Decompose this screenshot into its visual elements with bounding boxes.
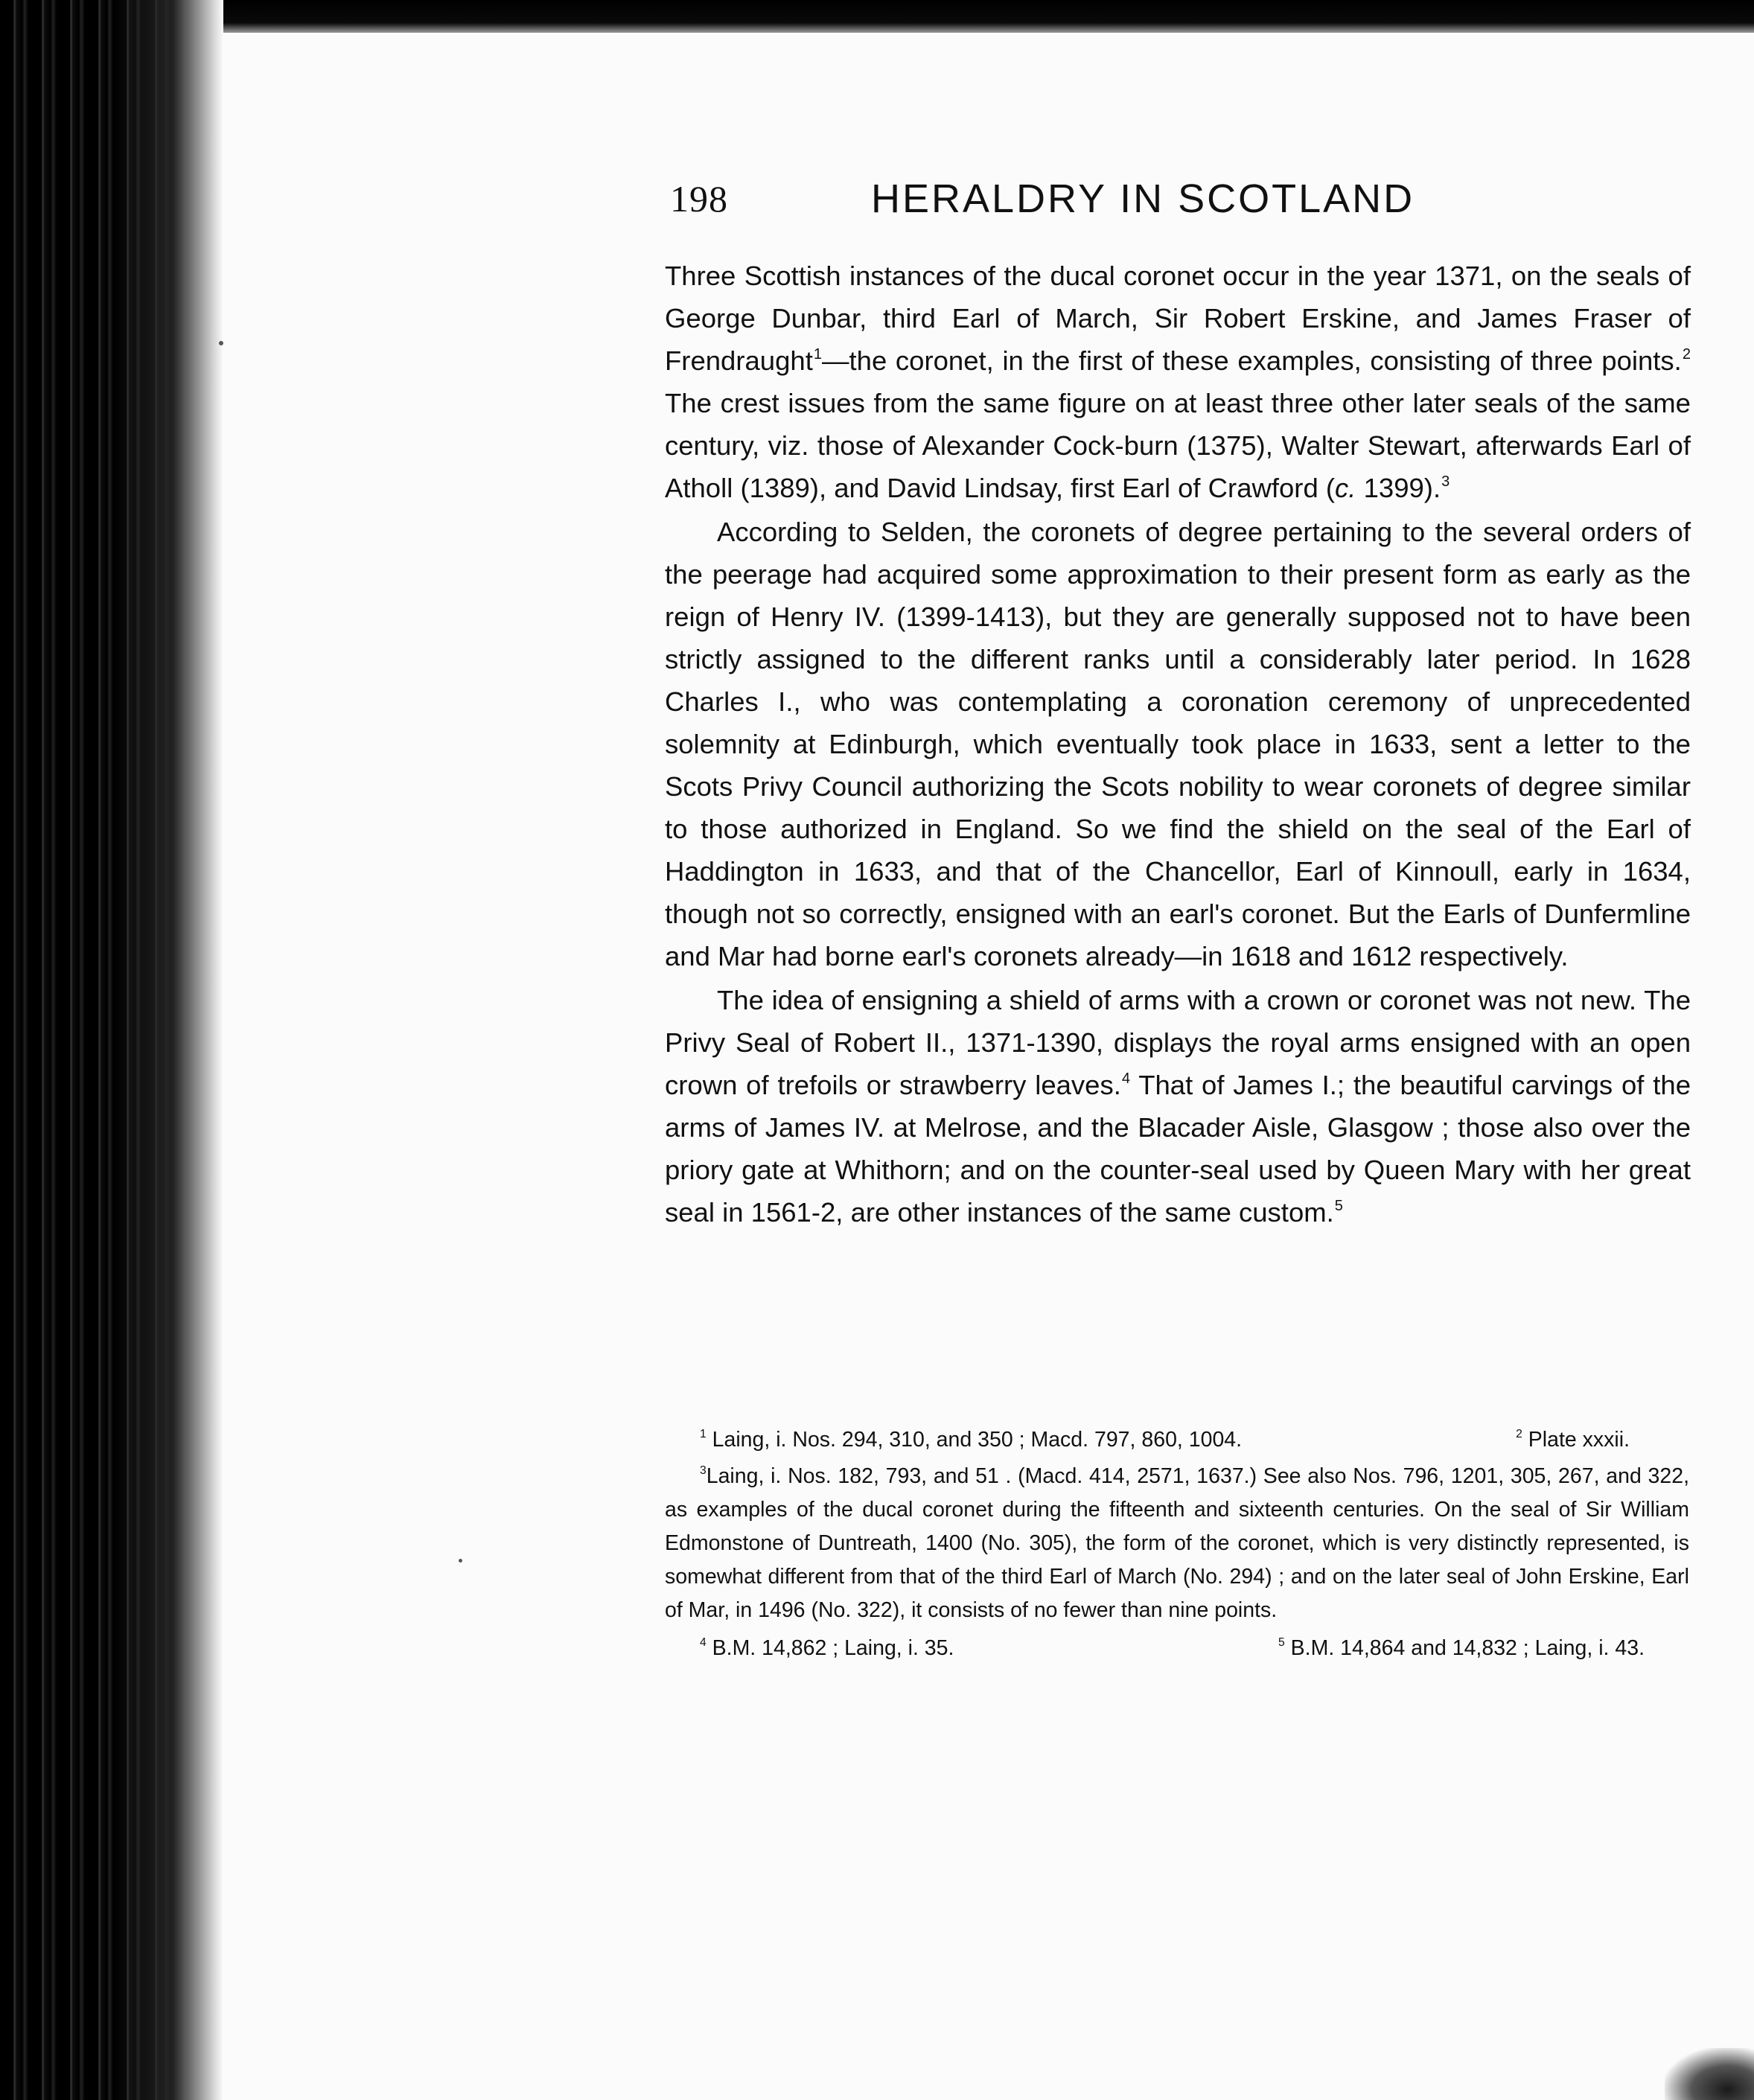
corner-smudge (1665, 2048, 1754, 2100)
footnote-5: $^5$ B.M. 14,864 and 14,832 ; Laing, i. 43. (1278, 1636, 1645, 1660)
book-fore-edge (0, 0, 223, 2100)
footnotes (665, 1423, 1689, 1665)
running-head (670, 177, 1504, 229)
stray-mark (219, 341, 223, 345)
paragraph-2: According to Selden, the coronets of degree pertaining to the several orders of the peerage had acquired some approximation to their present form as early as the reign of Henry IV. (1399-1413), but they are generally supposed not to have been strictly assigned to the different ranks until a considerably later period. In 1628 Charles I., who was contemplating a coronation ceremony of unprecedented solemnity at Edinburgh, which eventually took place in 1633, sent a letter to the Scots Privy Council authorizing the Scots nobility to wear coronets of degree similar to those authorized in England. So we find the shield on the seal of the Earl of Haddington in 1633, and that of the Chancellor, Earl of Kinnoull, early in 1634, though not so correctly, ensigned with an earl's coronet. But the Earls of Dunfermline and Mar had borne earl's coronets already—in 1618 and 1612 respectively. (665, 517, 1691, 971)
stray-mark (459, 1559, 462, 1563)
footnote-ref-3: 3 (1441, 473, 1450, 490)
paragraph-1: Three Scottish instances of the ducal coronet occur in the year 1371, on the seals of George Dunbar, third Earl of March, Sir Robert Erskine, and James Fraser of Frendraught$^1$—the coronet, in the first of these examples, consisting of three points.$^2$ The crest issues from the same figure on at least three other later seals of the same century, viz. those of Alexander Cock-burn (1375), Walter Stewart, afterwards Earl of Atholl (1389), and David Lindsay, first Earl of Crawford (c. 1399).$^3$ (665, 261, 1691, 503)
footnote-4: $^4$ B.M. 14,862 ; Laing, i. 35. (700, 1636, 954, 1660)
footnote-ref-1: 1 (813, 345, 823, 363)
page-number: 198 (670, 178, 728, 220)
book-title: HERALDRY IN SCOTLAND (871, 176, 1415, 221)
footnote-ref-5: 5 (1334, 1197, 1343, 1214)
footnote-3: $^3$Laing, i. Nos. 182, 793, and 51 . (Macd. 414, 2571, 1637.) See also Nos. 796, 1201, 305, 267, and 322, as examples of the ducal coronet during the fifteenth and sixteenth centuries. On the seal of Sir William Edmonstone of Duntreath, 1400 (No. 305), the form of the coronet, which is very distinctly represented, is somewhat different from that of the third Earl of March (No. 294) ; and on the later seal of John Erskine, Earl of Mar, in 1496 (No. 322), it consists of no fewer than nine points. (665, 1464, 1689, 1622)
scan-top-shadow (186, 0, 1754, 33)
footnote-2: $^2$ Plate xxxii. (1516, 1428, 1630, 1452)
footnote-row (665, 1423, 1689, 1457)
body-text (665, 255, 1691, 1233)
footnote-1: $^1$ Laing, i. Nos. 294, 310, and 350 ; Macd. 797, 860, 1004. (700, 1428, 1243, 1452)
paragraph-3: The idea of ensigning a shield of arms with a crown or coronet was not new. The Privy Seal of Robert II., 1371-1390, displays the royal arms ensigned with an open crown of trefoils or strawberry leaves.$^4$ That of James I.; the beautiful carvings of the arms of James IV. at Melrose, and the Blacader Aisle, Glasgow ; those also over the priory gate at Whithorn; and on the counter-seal used by Queen Mary with her great seal in 1561-2, are other instances of the same custom.$^5$ (665, 985, 1691, 1228)
footnote-ref-2: 2 (1682, 345, 1691, 363)
footnote-ref-4: 4 (1121, 1070, 1131, 1087)
footnote-row (665, 1632, 1689, 1665)
